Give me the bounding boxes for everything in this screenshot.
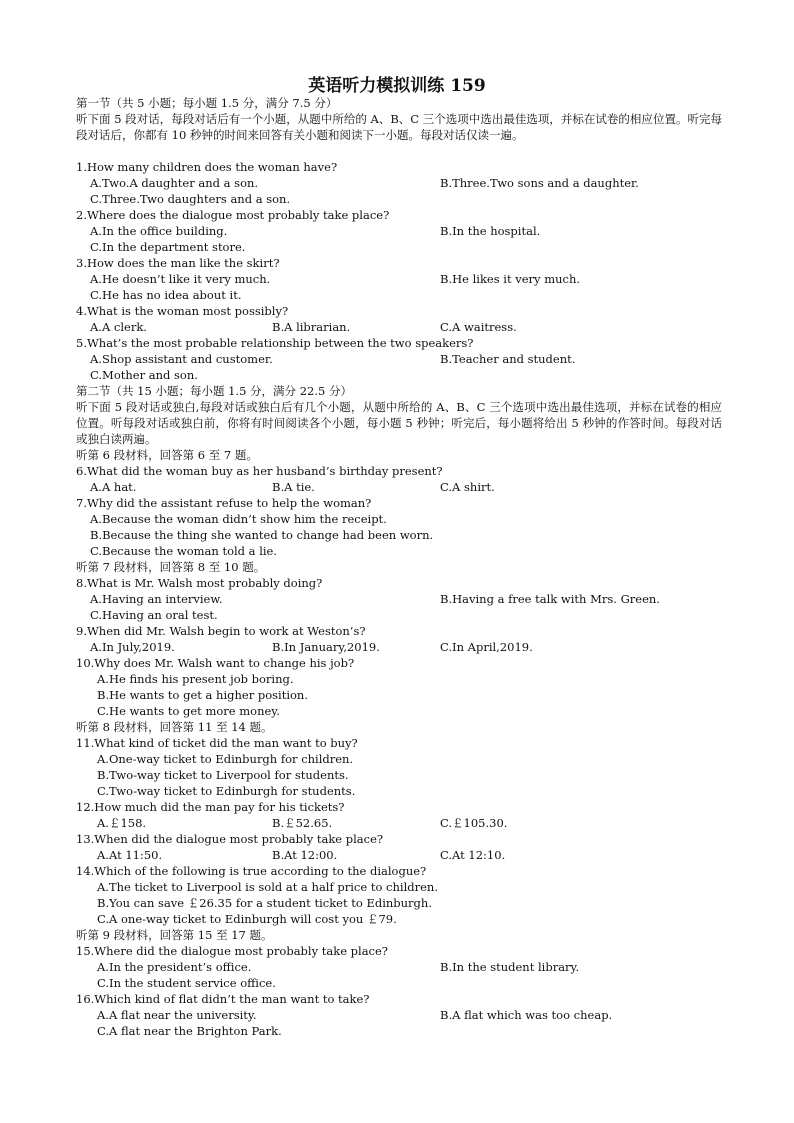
question-14-option-c: C.A one-way ticket to Edinburgh will cost you ￡79. <box>97 912 397 926</box>
question-13-option-c: C.At 12:10. <box>440 848 506 862</box>
section1-instructions: 听下面 5 段对话，每段对话后有一个小题，从题中所给的 A、B、C 三个选项中选出最佳选项，并标在试卷的相应位置。听完每段对话后，你都有 10 秒钟的时间来回答有关小题和阅读下一小题。每段对话仅读一遍。 <box>76 112 722 142</box>
question-11-option-b: B.Two-way ticket to Liverpool for students. <box>97 768 349 782</box>
question-4-option-c: C.A waitress. <box>440 320 517 334</box>
page-title: 英语听力模拟训练 159 <box>308 76 486 96</box>
question-3-stem: 3.How does the man like the skirt? <box>76 256 280 270</box>
question-3-option-b: B.He likes it very much. <box>440 272 581 286</box>
question-12-stem: 12.How much did the man pay for his tickets? <box>76 800 345 814</box>
section2-instructions: 听下面 5 段对话或独白,每段对话或独白后有几个小题，从题中所给的 A、B、C 三个选项中选出最佳选项，并标在试卷的相应位置。听每段对话或独白前，你将有时间阅读各个小题，每小题 5 秒钟；听完后，每小题将给出 5 秒钟的作答时间。每段对话或独白读两遍。 <box>76 400 722 446</box>
question-5-option-c: C.Mother and son. <box>90 368 198 382</box>
question-5-option-b: B.Teacher and student. <box>440 352 576 366</box>
question-1-stem: 1.How many children does the woman have? <box>76 160 338 174</box>
question-16-stem: 16.Which kind of flat didn’t the man want to take? <box>76 992 370 1006</box>
question-15-stem: 15.Where did the dialogue most probably take place? <box>76 944 388 958</box>
question-7-option-c: C.Because the woman told a lie. <box>90 544 278 558</box>
question-6-stem: 6.What did the woman buy as her husband’s birthday present? <box>76 464 443 478</box>
question-9-option-c: C.In April,2019. <box>440 640 533 654</box>
question-11-option-c: C.Two-way ticket to Edinburgh for students. <box>97 784 356 798</box>
question-8-option-a: A.Having an interview. <box>90 592 223 606</box>
material-6-heading: 听第 6 段材料，回答第 6 至 7 题。 <box>76 448 258 462</box>
question-12-option-c: C.￡105.30. <box>440 816 508 830</box>
question-6-option-b: B.A tie. <box>272 480 315 494</box>
question-2-option-b: B.In the hospital. <box>440 224 541 238</box>
question-14-stem: 14.Which of the following is true according to the dialogue? <box>76 864 427 878</box>
material-7-heading: 听第 7 段材料，回答第 8 至 10 题。 <box>76 560 266 574</box>
question-13-stem: 13.When did the dialogue most probably take place? <box>76 832 384 846</box>
question-1-option-a: A.Two.A daughter and a son. <box>90 176 259 190</box>
question-12-option-b: B.￡52.65. <box>272 816 333 830</box>
question-3-option-c: C.He has no idea about it. <box>90 288 242 302</box>
question-16-option-a: A.A flat near the university. <box>97 1008 257 1022</box>
question-8-option-b: B.Having a free talk with Mrs. Green. <box>440 592 660 606</box>
question-10-option-c: C.He wants to get more money. <box>97 704 280 718</box>
question-4-stem: 4.What is the woman most possibly? <box>76 304 289 318</box>
question-9-stem: 9.When did Mr. Walsh begin to work at Weston’s? <box>76 624 366 638</box>
question-9-option-b: B.In January,2019. <box>272 640 380 654</box>
question-2-option-c: C.In the department store. <box>90 240 246 254</box>
question-10-option-b: B.He wants to get a higher position. <box>97 688 308 702</box>
question-14-option-b: B.You can save ￡26.35 for a student ticket to Edinburgh. <box>97 896 432 910</box>
question-15-option-a: A.In the president’s office. <box>97 960 252 974</box>
question-7-option-a: A.Because the woman didn’t show him the receipt. <box>90 512 387 526</box>
question-6-option-c: C.A shirt. <box>440 480 495 494</box>
question-7-stem: 7.Why did the assistant refuse to help the woman? <box>76 496 372 510</box>
material-8-heading: 听第 8 段材料，回答第 11 至 14 题。 <box>76 720 273 734</box>
section2-heading: 第二节（共 15 小题；每小题 1.5 分，满分 22.5 分） <box>76 384 352 398</box>
question-5-stem: 5.What’s the most probable relationship between the two speakers? <box>76 336 474 350</box>
question-8-option-c: C.Having an oral test. <box>90 608 218 622</box>
question-1-option-c: C.Three.Two daughters and a son. <box>90 192 291 206</box>
question-16-option-b: B.A flat which was too cheap. <box>440 1008 613 1022</box>
question-1-option-b: B.Three.Two sons and a daughter. <box>440 176 639 190</box>
question-10-stem: 10.Why does Mr. Walsh want to change his job? <box>76 656 355 670</box>
question-13-option-a: A.At 11:50. <box>97 848 163 862</box>
question-10-option-a: A.He finds his present job boring. <box>97 672 294 686</box>
question-13-option-b: B.At 12:00. <box>272 848 338 862</box>
question-2-stem: 2.Where does the dialogue most probably take place? <box>76 208 390 222</box>
question-4-option-b: B.A librarian. <box>272 320 351 334</box>
question-15-option-c: C.In the student service office. <box>97 976 276 990</box>
section1-heading: 第一节（共 5 小题；每小题 1.5 分，满分 7.5 分） <box>76 96 338 110</box>
question-8-stem: 8.What is Mr. Walsh most probably doing? <box>76 576 323 590</box>
question-4-option-a: A.A clerk. <box>90 320 147 334</box>
question-11-option-a: A.One-way ticket to Edinburgh for children. <box>97 752 354 766</box>
question-9-option-a: A.In July,2019. <box>90 640 175 654</box>
question-14-option-a: A.The ticket to Liverpool is sold at a half price to children. <box>97 880 438 894</box>
question-16-option-c: C.A flat near the Brighton Park. <box>97 1024 282 1038</box>
question-15-option-b: B.In the student library. <box>440 960 580 974</box>
question-5-option-a: A.Shop assistant and customer. <box>90 352 273 366</box>
question-2-option-a: A.In the office building. <box>90 224 228 238</box>
question-3-option-a: A.He doesn’t like it very much. <box>90 272 271 286</box>
material-9-heading: 听第 9 段材料，回答第 15 至 17 题。 <box>76 928 273 942</box>
question-6-option-a: A.A hat. <box>90 480 137 494</box>
question-7-option-b: B.Because the thing she wanted to change had been worn. <box>90 528 434 542</box>
question-12-option-a: A.￡158. <box>97 816 147 830</box>
question-11-stem: 11.What kind of ticket did the man want to buy? <box>76 736 358 750</box>
